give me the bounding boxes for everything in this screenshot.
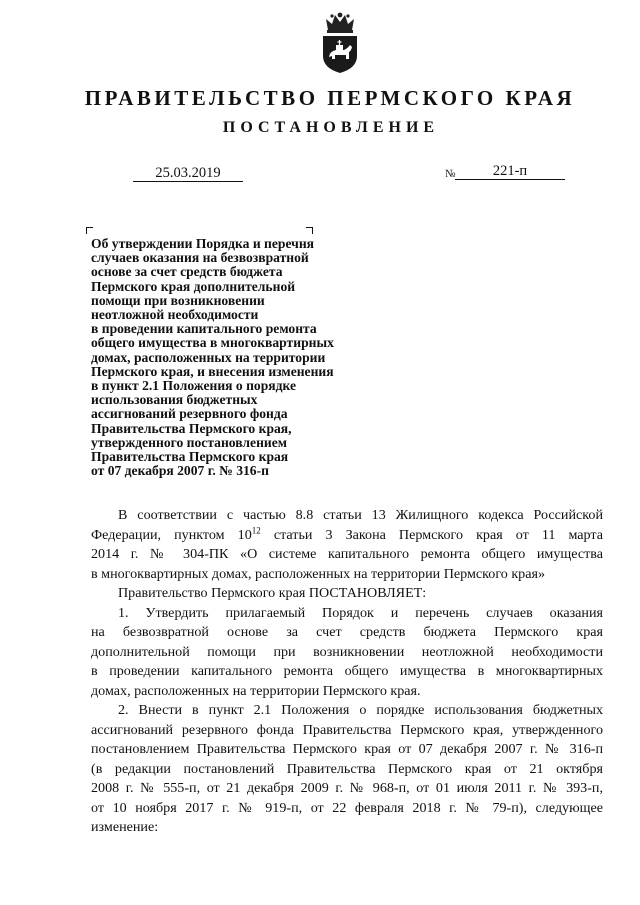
document-subject bbox=[91, 237, 391, 478]
subject-line: от 07 декабря 2007 г. № 316-п bbox=[91, 463, 269, 479]
document-body bbox=[91, 506, 603, 838]
subject-line: общего имущества в многоквартирных bbox=[91, 335, 334, 351]
subject-line: основе за счет средств бюджета bbox=[91, 264, 283, 280]
decree-line: Правительство Пермского края ПОСТАНОВЛЯЕТ: bbox=[118, 585, 427, 601]
subject-line: ассигнований резервного фонда bbox=[91, 406, 288, 422]
body-line: от 10 ноября 2017 г. № 919-п, от 22 февраля 2018 г. № 79-п), следующее bbox=[91, 799, 603, 816]
body-text: Федерации, пунктом 10 bbox=[91, 526, 252, 543]
number-sign: № bbox=[445, 168, 456, 180]
subject-line: помощи при возникновении bbox=[91, 292, 265, 308]
body-line: 2008 г. № 555-п, от 21 декабря 2009 г. № 968-п, от 01 июля 2011 г. № 393-п, bbox=[91, 780, 603, 796]
subject-line: домах, расположенных на территории bbox=[91, 349, 326, 365]
body-line: домах, расположенных на территории Пермского края. bbox=[91, 682, 421, 699]
subject-line: Правительства Пермского края, bbox=[91, 420, 292, 436]
body-line: 2014 г. № 304-ПК «О системе капитального ремонта общего имущества bbox=[91, 546, 603, 562]
body-line: дополнительной помощи при возникновении неотложной необходимости bbox=[91, 643, 603, 660]
subject-corner-right bbox=[306, 227, 313, 234]
document-kind: ПОСТАНОВЛЕНИЕ bbox=[222, 119, 440, 136]
subject-line: утвержденного постановлением bbox=[91, 434, 288, 450]
subject-line: в пункт 2.1 Положения о порядке bbox=[91, 378, 297, 394]
body-text: статьи 3 Закона Пермского края от 11 марта bbox=[260, 526, 604, 543]
body-line bbox=[91, 526, 603, 546]
body-line: изменение: bbox=[91, 819, 159, 835]
document-number: 221-п bbox=[455, 164, 565, 180]
document-date: 25.03.2019 bbox=[133, 166, 243, 182]
body-line: ассигнований резервного фонда Правительства Пермского края, утвержденного bbox=[91, 721, 603, 738]
body-line: (в редакции постановлений Правительства Пермского края от 21 октября bbox=[91, 760, 603, 777]
body-line: постановлением Правительства Пермского края от 07 декабря 2007 г. № 316-п bbox=[91, 741, 603, 757]
subject-line: Пермского края дополнительной bbox=[91, 278, 296, 294]
subject-line: в проведении капитального ремонта bbox=[91, 321, 317, 337]
subject-line: неотложной необходимости bbox=[91, 307, 259, 323]
body-line: в проведении капитального ремонта общего имущества в многоквартирных bbox=[91, 663, 603, 679]
body-line: 2. Внести в пункт 2.1 Положения о порядке использования бюджетных bbox=[118, 702, 603, 718]
superscript: 12 bbox=[251, 524, 261, 535]
subject-line: использования бюджетных bbox=[91, 392, 258, 408]
subject-line: Пермского края, и внесения изменения bbox=[91, 363, 334, 379]
government-title: ПРАВИТЕЛЬСТВО ПЕРМСКОГО КРАЯ bbox=[84, 86, 576, 110]
subject-line: Правительства Пермского края bbox=[91, 449, 289, 465]
subject-line: случаев оказания на безвозвратной bbox=[91, 250, 309, 266]
body-line: 1. Утвердить прилагаемый Порядок и перечень случаев оказания bbox=[118, 604, 603, 621]
body-line: на безвозвратной основе за счет средств бюджета Пермского края bbox=[91, 624, 603, 640]
subject-corner-left bbox=[86, 227, 93, 234]
perm-krai-coat-of-arms-icon bbox=[319, 10, 361, 74]
body-line: в многоквартирных домах, расположенных на территории Пермского края» bbox=[91, 565, 546, 582]
body-line: В соответствии с частью 8.8 статьи 13 Жилищного кодекса Российской bbox=[118, 507, 603, 523]
subject-line: Об утверждении Порядка и перечня bbox=[91, 236, 315, 251]
